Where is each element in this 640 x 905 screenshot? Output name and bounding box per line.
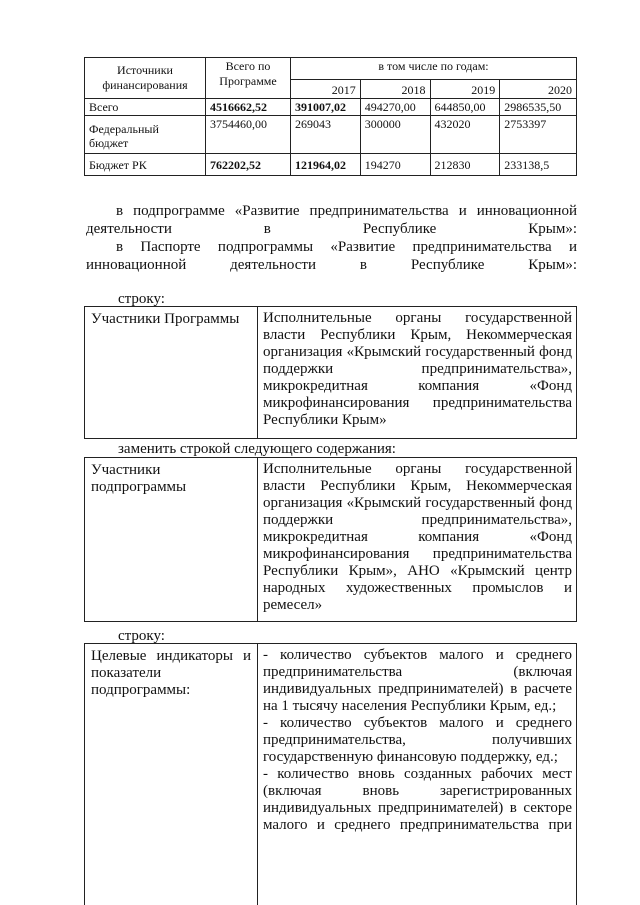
table-row [85, 116, 577, 154]
row-name: Бюджет РК [85, 154, 206, 176]
cell-2018: 494270,00 [360, 99, 430, 116]
row-name: Всего [85, 99, 206, 116]
text-line: индивидуальных предпринимателей) в расчете [263, 681, 572, 697]
text-line: Исполнительные органы государственной [263, 310, 572, 326]
cell-content [258, 644, 576, 836]
label-row: строку: [118, 628, 165, 644]
row-participants-program [84, 306, 577, 439]
header-sources: Источники финансирования [85, 58, 206, 99]
row-target-indicators [84, 643, 577, 905]
cell-content [258, 307, 576, 431]
header-year: 2020 [500, 80, 577, 99]
header-by-years: в том числе по годам: [291, 58, 577, 80]
label-line: Целевые индикаторы и [91, 648, 251, 664]
text-line: (включая вновь зарегистрированных [263, 783, 572, 799]
text-line: микрокредитная компания «Фонд [263, 378, 572, 394]
text-line: малого и среднего предпринимательства при [263, 817, 572, 833]
cell-2017: 391007,02 [291, 99, 361, 116]
cell-2017: 121964,02 [291, 154, 361, 176]
financing-table [84, 57, 577, 176]
text-line: Республики Крым», АНО «Крымский центр [263, 563, 572, 579]
cell-label [85, 644, 258, 905]
cell-2020: 2986535,50 [500, 99, 577, 116]
cell-label: Участники Программы [85, 307, 258, 438]
text-line: микрофинансирования предпринимательства [263, 546, 572, 562]
cell-2018: 300000 [360, 116, 430, 154]
table-row [85, 154, 577, 176]
text-line: народных художественных промыслов и [263, 580, 572, 596]
cell-content [258, 458, 576, 616]
label-replace: заменить строкой следующего содержания: [118, 441, 396, 457]
label-line: подпрограммы: [91, 682, 191, 698]
row-participants-subprogram [84, 457, 577, 622]
cell-total: 762202,52 [206, 154, 291, 176]
cell-total: 3754460,00 [206, 116, 291, 154]
label-line: подпрограммы [91, 479, 187, 495]
cell-2019: 212830 [430, 154, 500, 176]
text-line: ремесел» [263, 597, 323, 613]
paragraph-passport: в Паспорте подпрограммы «Развитие предпринимательства и инновационной деятельности в Республике Крым»: [86, 239, 577, 273]
row-name: Федеральный бюджет [85, 116, 206, 154]
text-line: поддержки предпринимательства», [263, 361, 572, 377]
paragraph-subprogram: в подпрограмме «Развитие предпринимательства и инновационной деятельности в Республике Крым»: [86, 203, 577, 237]
header-total: Всего по Программе [206, 58, 291, 99]
text-line: - количество субъектов малого и среднего [263, 715, 572, 731]
text-line: предпринимательства (включая [263, 664, 572, 680]
cell-2018: 194270 [360, 154, 430, 176]
text-line: - количество субъектов малого и среднего [263, 647, 572, 663]
text-line: организация «Крымский государственный фонд [263, 344, 572, 360]
label-line: показатели [91, 665, 162, 681]
text-line: на 1 тысячу населения Республики Крым, ед.; [263, 698, 557, 714]
header-year: 2018 [360, 80, 430, 99]
text-line: предпринимательства, получивших [263, 732, 572, 748]
cell-2019: 644850,00 [430, 99, 500, 116]
text-line: индивидуальных предпринимателей) в секторе [263, 800, 572, 816]
cell-2020: 2753397 [500, 116, 577, 154]
cell-label [85, 458, 258, 621]
text-line: - количество вновь созданных рабочих мест [263, 766, 572, 782]
label-row: строку: [118, 291, 165, 307]
cell-2017: 269043 [291, 116, 361, 154]
table-row [85, 99, 577, 116]
text-line: организация «Крымский государственный фонд [263, 495, 572, 511]
text-line: власти Республики Крым, Некоммерческая [263, 478, 572, 494]
text-line: государственную финансовую поддержку, ед.; [263, 749, 558, 765]
text-line: поддержки предпринимательства», [263, 512, 572, 528]
text-line: Республики Крым» [263, 412, 387, 428]
cell-2020: 233138,5 [500, 154, 577, 176]
text-line: микрофинансирования предпринимательства [263, 395, 572, 411]
header-year: 2017 [291, 80, 361, 99]
cell-total: 4516662,52 [206, 99, 291, 116]
text-line: власти Республики Крым, Некоммерческая [263, 327, 572, 343]
cell-2019: 432020 [430, 116, 500, 154]
text-line: Исполнительные органы государственной [263, 461, 572, 477]
label-line: Участники [91, 462, 161, 478]
header-year: 2019 [430, 80, 500, 99]
text-line: микрокредитная компания «Фонд [263, 529, 572, 545]
